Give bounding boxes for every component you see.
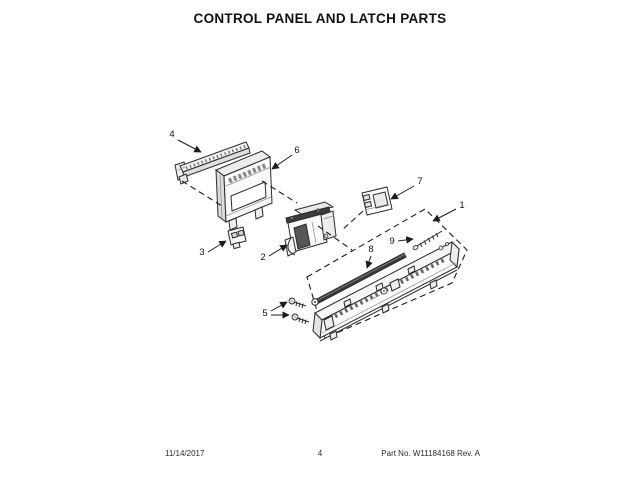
footer-page-number: 4 [317, 449, 323, 458]
callout-7: 7 [417, 176, 423, 187]
callout-5: 5 [262, 308, 268, 319]
callout-3: 3 [199, 247, 205, 258]
callout-1: 1 [459, 200, 465, 211]
part-2-door-latch-assembly [285, 202, 336, 256]
callout-2: 2 [260, 252, 266, 263]
footer-date: 11/14/2017 [165, 449, 205, 458]
part-7-overlay-plate [362, 187, 392, 215]
callout-6: 6 [294, 145, 300, 156]
page-title: CONTROL PANEL AND LATCH PARTS [193, 11, 447, 26]
callout-4: 4 [169, 129, 175, 140]
callout-9: 9 [389, 236, 395, 247]
part-9-screw [412, 231, 442, 250]
callout-8: 8 [368, 244, 374, 255]
footer-part-number: Part No. W11184168 Rev. A [381, 449, 480, 458]
part-5-screws [289, 298, 309, 324]
part-3-clip [228, 227, 246, 249]
exploded-leader-lines [182, 181, 363, 250]
part-6-control-unit [216, 151, 272, 230]
